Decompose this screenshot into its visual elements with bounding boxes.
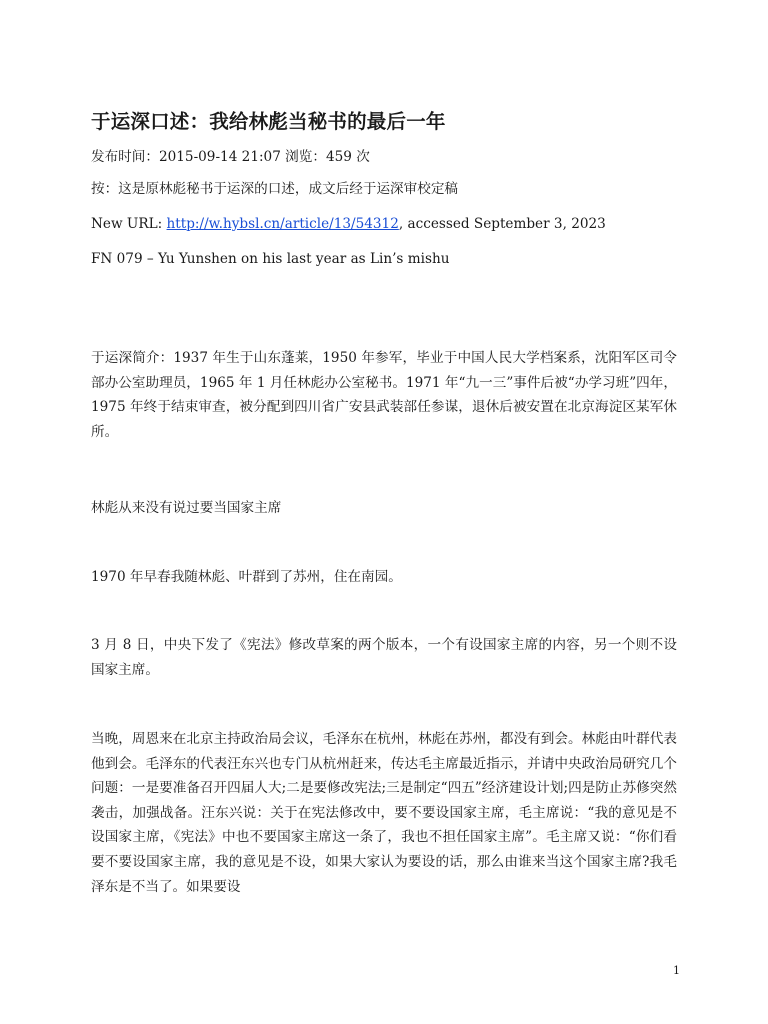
source-link[interactable]: http://w.hybsl.cn/article/13/54312 [166,216,399,232]
paragraph: 当晚，周恩来在北京主持政治局会议，毛泽东在杭州，林彪在苏州，都没有到会。林彪由叶群代表他到会。毛泽东的代表汪东兴也专门从杭州赶来，传达毛主席最近指示，并请中央政治局研究几个问题：一是要准备召开四届人大;二是要修改宪法;三是制定“四五”经济建设计划;四是防止苏修突然袭击，加强战备。汪东兴说：关于在宪法修改中，要不要设国家主席，毛主席说：“我的意见是不设国家主席，《宪法》中也不要国家主席这一条了，我也不担任国家主席”。毛主席又说：“你们看要不要设国家主席，我的意见是不设，如果大家认为要设的话，那么由谁来当这个国家主席?我毛泽东是不当了。如果要设 [91,731,677,895]
paragraph: 1970 年早春我随林彪、叶群到了苏州，住在南园。 [91,569,402,585]
editor-note: 按：这是原林彪秘书于运深的口述，成文后经于运深审校定稿 [91,181,459,197]
page-number: 1 [673,964,680,977]
accessed-date: , accessed September 3, 2023 [398,216,606,232]
publish-info: 发布时间：2015-09-14 21:07 浏览：459 次 [91,149,370,165]
new-url-label: New URL: [91,216,167,232]
section-heading: 林彪从来没有说过要当国家主席 [91,500,282,516]
article-title: 于运深口述：我给林彪当秘书的最后一年 [91,110,446,133]
paragraph: 3 月 8 日，中央下发了《宪法》修改草案的两个版本，一个有设国家主席的内容，另一个则不设国家主席。 [91,637,677,678]
new-url-line [91,213,677,235]
paragraph-bio: 于运深简介：1937 年生于山东蓬莱，1950 年参军，毕业于中国人民大学档案系，沈阳军区司令部办公室助理员，1965 年 1 月任林彪办公室秘书。1971 年“九一三”事件后被“办学习班”四年，1975 年终于结束审查，被分配到四川省广安县武装部任参谋，退休后被安置在北京海淀区某军休所。 [91,350,677,440]
footnote-reference: FN 079 – Yu Yunshen on his last year as Lin’s mishu [91,251,450,267]
